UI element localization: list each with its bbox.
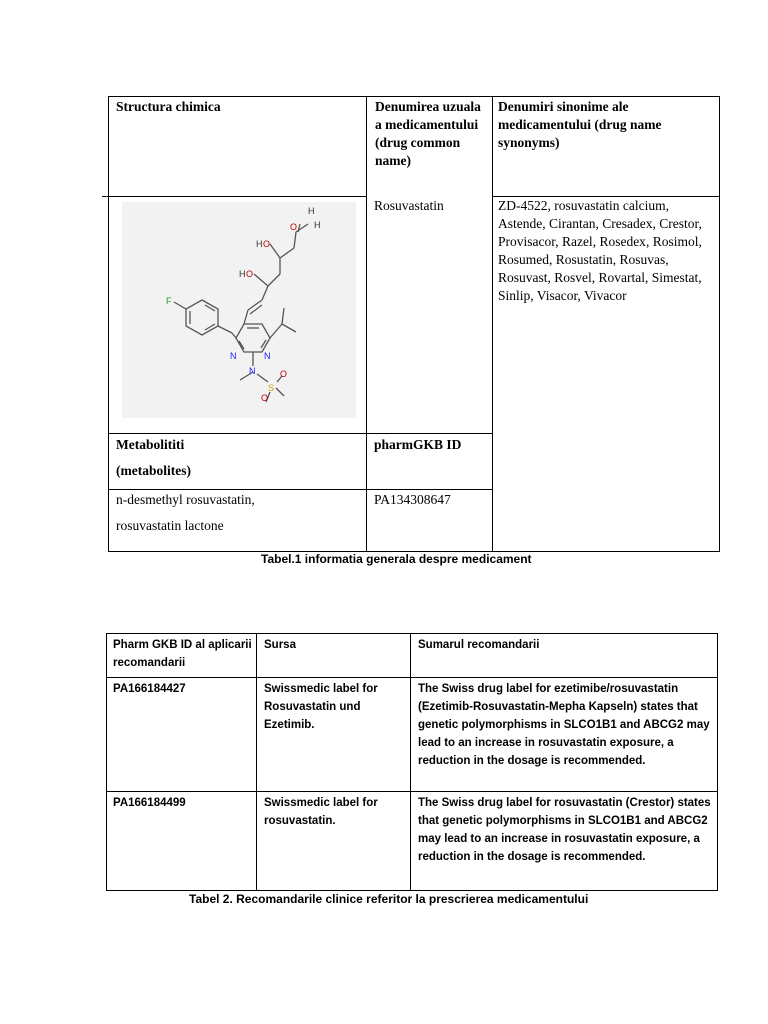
header-metabolites xyxy=(116,436,191,480)
synonym-item: Razel , xyxy=(562,234,599,249)
header-structure: Structura chimica xyxy=(116,99,221,114)
atom-label: S xyxy=(268,383,275,393)
row-summary: The Swiss drug label for rosuvastatin (Crestor) states that genetic polymorphisms in SLCO1B1 and ABCG2 may lead to an increase in rosuvastatin exposure, a reduction in the dosage is recommended. xyxy=(418,797,711,863)
metabolites-list xyxy=(116,491,255,535)
synonym-item: Rosuvast , xyxy=(498,270,554,285)
synonym-item: rosuvastatin calcium , xyxy=(554,198,669,213)
atom-label: N xyxy=(230,351,237,361)
header-summary: Sumarul recomandarii xyxy=(418,639,540,651)
header-metabolites-en: (metabolites) xyxy=(116,463,191,478)
synonym-item: Simestat , xyxy=(652,270,702,285)
synonym-item: Crestor , xyxy=(659,216,702,231)
atom-label: O xyxy=(290,222,298,232)
synonym-item: Rosuvas , xyxy=(620,252,669,267)
drug-common-name: Rosuvastatin xyxy=(374,198,444,213)
synonym-item: Rosedex , xyxy=(599,234,652,249)
pharmgkb-id-value: PA134308647 xyxy=(374,492,451,507)
metabolite-item: n-desmethyl rosuvastatin, xyxy=(116,492,255,507)
table1-caption: Tabel.1 informatia generala despre medicament xyxy=(261,552,532,566)
table2-caption: Tabel 2. Recomandarile clinice referitor la prescrierea medicamentului xyxy=(189,892,589,906)
atom-label: H xyxy=(239,269,246,279)
header-source: Sursa xyxy=(264,639,296,651)
synonym-item: Rosumed , xyxy=(498,252,556,267)
atom-label: H xyxy=(256,239,263,249)
atom-label: O xyxy=(261,393,269,403)
header-metabolites-ro: Metabolititi xyxy=(116,437,185,452)
synonym-item: Rosustatin , xyxy=(556,252,620,267)
atom-label: O xyxy=(263,239,271,249)
header-pharmgkb-id: pharmGKB ID xyxy=(374,437,462,452)
row-id: PA166184499 xyxy=(113,797,186,809)
atom-label: O xyxy=(246,269,254,279)
atom-label: F xyxy=(166,296,172,306)
row-source: Swissmedic label for Rosuvastatin und Ezetimib. xyxy=(264,683,378,731)
synonym-item: Vivacor xyxy=(583,288,627,303)
row-id: PA166184427 xyxy=(113,683,186,695)
header-recommendation-id: Pharm GKB ID al aplicarii recomandarii xyxy=(113,639,252,669)
header-synonyms: Denumiri sinonime ale medicamentului (drug name synonyms) xyxy=(498,99,662,150)
atom-label: N xyxy=(249,366,256,376)
atom-label: O xyxy=(280,369,288,379)
synonym-item: Rosvel , xyxy=(554,270,598,285)
clinical-recommendations-table xyxy=(106,633,718,891)
synonym-item: Sinlip , xyxy=(498,288,537,303)
synonyms-list xyxy=(498,197,716,305)
chemical-structure-image xyxy=(122,202,356,418)
metabolite-item: rosuvastatin lactone xyxy=(116,518,224,533)
synonym-item: Provisacor , xyxy=(498,234,562,249)
atom-label: H xyxy=(314,220,321,230)
synonym-item: Visacor , xyxy=(537,288,584,303)
synonym-item: Cresadex , xyxy=(602,216,659,231)
row-source: Swissmedic label for rosuvastatin. xyxy=(264,797,378,827)
synonym-item: Rosimol , xyxy=(653,234,702,249)
header-common-name: Denumirea uzuala a medicamentului (drug common name) xyxy=(375,99,481,168)
synonym-item: Cirantan , xyxy=(549,216,602,231)
row-summary: The Swiss drug label for ezetimibe/rosuvastatin (Ezetimib-Rosuvastatin-Mepha Kapseln) states that genetic polymorphisms in SLCO1B1 and ABCG2 may lead to an increase in rosuvastatin exposure, a reduction in the dosage is recommended. xyxy=(418,683,710,767)
synonym-item: Rovartal , xyxy=(599,270,652,285)
atom-label: H xyxy=(308,206,315,216)
atom-label: N xyxy=(264,351,271,361)
synonym-item: Astende , xyxy=(498,216,549,231)
synonym-item: ZD-4522 , xyxy=(498,198,554,213)
